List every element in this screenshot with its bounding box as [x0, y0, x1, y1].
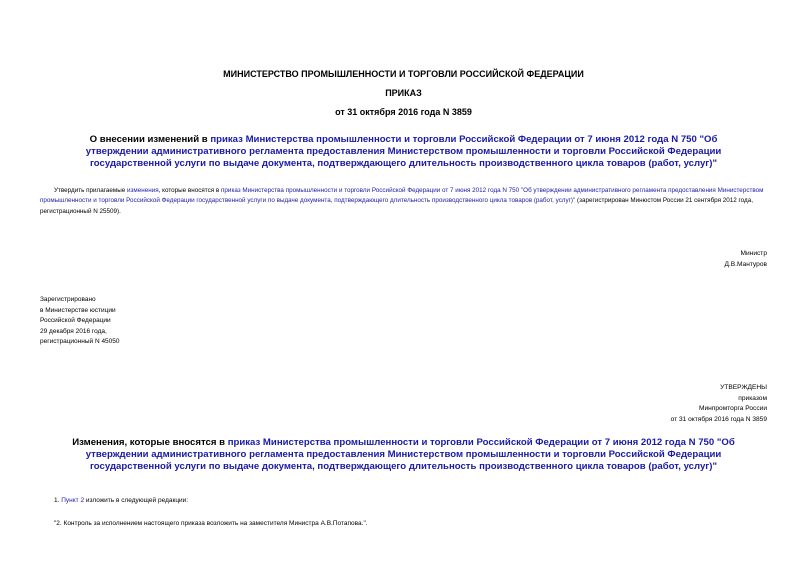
changes-link[interactable]: изменения	[127, 187, 159, 194]
registration-line: регистрационный N 45050	[40, 338, 120, 346]
approved-line: УТВЕРЖДЕНЫ	[720, 384, 767, 391]
registration-line: в Министерстве юстиции	[40, 306, 116, 314]
changes-title-prefix: Изменения, которые вносятся в	[72, 437, 228, 448]
changes-title	[60, 437, 747, 473]
body-text-2: , которые вносятся в	[158, 187, 222, 194]
approved-block	[671, 383, 767, 425]
item-1-prefix: 1.	[54, 497, 62, 504]
item-1	[54, 497, 188, 504]
registration-line: Зарегистрировано	[40, 296, 96, 303]
signature-block	[724, 249, 767, 270]
order-link[interactable]: приказ Министерства промышленности и торговли Российской Федерации от 7 июня 2012 года N 750 "Об утверждении административного регламента предоставления Министерством промышленности и торговли Российской Федерации государственной услуги по выдаче документа, подтверждающего длительность производственного цикла товаров (работ, услуг)"	[40, 187, 764, 205]
registration-line: Российской Федерации	[40, 317, 111, 325]
changes-title-order-link[interactable]: приказ Министерства промышленности и торговли Российской Федерации от 7 июня 2012 года N 750 "Об утверждении административного регламента предоставления Министерством промышленности и торговли Российской Федерации государственной услуги по выдаче документа, подтверждающего длительность производственного цикла товаров (работ, услуг)"	[85, 437, 735, 472]
title-prefix: О внесении изменений в	[89, 134, 211, 145]
signature-name: Д.В.Мантуров	[724, 260, 767, 268]
document-title	[60, 134, 747, 170]
registration-line: 29 декабря 2016 года,	[40, 327, 107, 335]
title-order-link[interactable]: приказ Министерства промышленности и торговли Российской Федерации от 7 июня 2012 года N 750 "Об утверждении административного регламента предоставления Министерством промышленности и торговли Российской Федерации государственной услуги по выдаче документа, подтверждающего длительность производственного цикла товаров (работ, услуг)"	[85, 134, 722, 169]
body-text-3: (зарегистрирован Минюстом России 21 сентября 2012 года, регистрационный N 25509).	[40, 197, 753, 215]
signature-position: Министр	[740, 250, 767, 257]
item-1-suffix: изложить в следующей редакции:	[84, 497, 189, 504]
item-2: "2. Контроль за исполнением настоящего приказа возложить на заместителя Министра А.В.Потапова.".	[54, 520, 368, 527]
item-point-link[interactable]: Пункт 2	[61, 497, 85, 504]
doc-date-number: от 31 октября 2016 года N 3859	[335, 107, 472, 117]
doc-type-heading: ПРИКАЗ	[385, 88, 422, 98]
approved-line: от 31 октября 2016 года N 3859	[670, 415, 767, 423]
body-text-1: Утвердить прилагаемые	[54, 187, 127, 194]
approved-line: Минпромторга России	[698, 405, 767, 412]
body-paragraph	[40, 186, 775, 217]
registration-block	[40, 295, 120, 348]
ministry-heading: МИНИСТЕРСТВО ПРОМЫШЛЕННОСТИ И ТОРГОВЛИ РОССИЙСКОЙ ФЕДЕРАЦИИ	[223, 69, 584, 79]
approved-line: приказом	[738, 394, 767, 402]
